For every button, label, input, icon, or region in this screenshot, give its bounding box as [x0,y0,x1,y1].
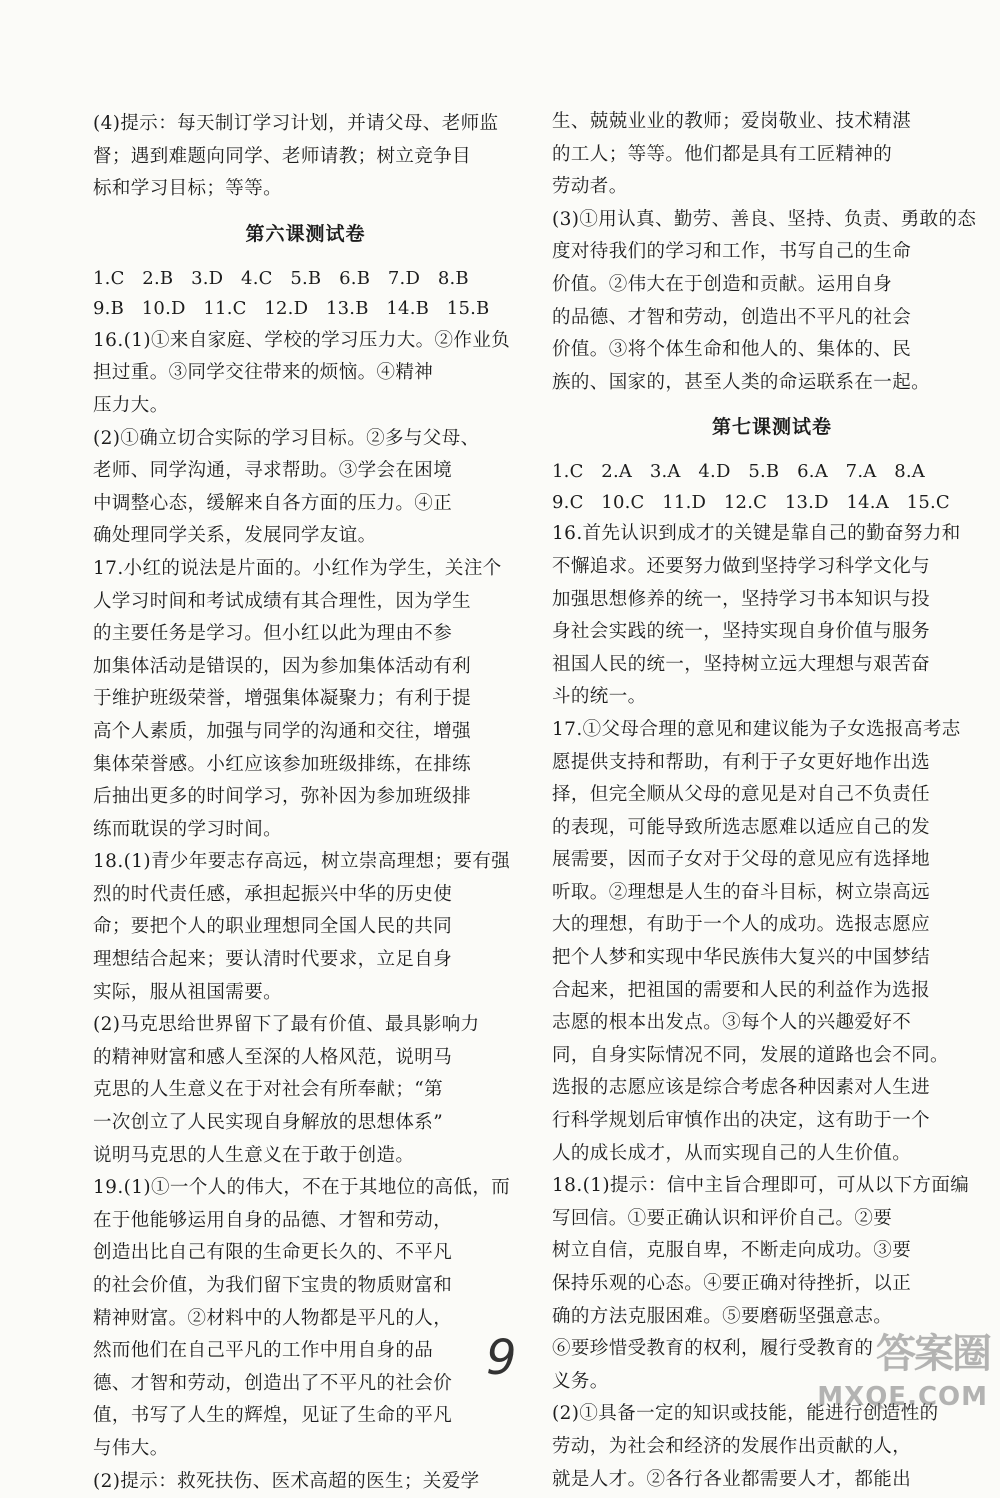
lesson6-choice-answers-row2: 9.B 10.D 11.C 12.D 13.B 14.B 15.B [93,298,490,320]
lesson6-q16-part2: (2)①确立切合实际的学习目标。②多与父母、 老师、同学沟通，寻求帮助。③学会在困境 中调整心态，缓解来自各方面的压力。④正 确处理同学关系，发展同学友谊。 [93,427,480,547]
lesson6-q19-part2-continued: 生、兢兢业业的教师；爱岗敬业、技术精湛 的工人；等等。他们都是具有工匠精神的 劳动者。 [552,111,912,198]
lesson7-title: 第七课测试卷 [711,416,832,439]
page-number: 9 [486,1330,517,1386]
lesson6-q17: 17.小红的说法是片面的。小红作为学生，关注个 人学习时间和考试成绩有其合理性，因为学生 的主要任务是学习。但小红以此为理由不参 加集体活动是错误的，因为参加集体活动有利 于维护班级荣誉，增强集体凝聚力；有利于提 高个人素质，加强与同学的沟通和交往，增强 集体荣誉感。小红应该参加班级排练，在排练 后抽出更多的时间学习，弥补因为参加班级排 练而耽误的学习时间。 [93,557,502,840]
lesson6-q19-part2: (2)提示：救死扶伤、医术高超的医生；关爱学 [93,1470,480,1492]
lesson6-q18-part1: 18.(1)青少年要志存高远，树立崇高理想；要有强 烈的时代责任感，承担起振兴中华的历史使 命；要把个人的职业理想同全国人民的共同 理想结合起来；要认清时代要求，立足自身 实际，服从祖国需要。 [93,851,511,1003]
lesson7-choice-answers-row2: 9.C 10.C 11.D 12.C 13.D 14.A 15.C [552,491,950,513]
lesson7-q18-part1: 18.(1)提示：信中主旨合理即可，可从以下方面编 写回信。①要正确认识和评价自己。②要 树立自信，克服自卑，不断走向成功。③要 保持乐观的心态。④要正确对待挫折，以正 确的方法克服困难。⑤要磨砺坚强意志。 ⑥要珍惜受教育的权利，履行受教育的 义务。 [552,1175,970,1392]
left-column [93,108,518,1498]
right-column [552,106,992,1496]
lesson6-q19-part3: (3)①用认真、勤劳、善良、坚持、负责、勇敢的态 度对待我们的学习和工作，书写自己的生命 价值。②伟大在于创造和贡献。运用自身 的品德、才智和劳动，创造出不平凡的社会 价值。③将个体生命和他人的、集体的、民 族的、国家的，甚至人类的命运联系在一起。 [552,208,977,393]
watermark-url: MXQE.COM [817,1382,988,1412]
lesson6-q18-part2: (2)马克思给世界留下了最有价值、最具影响力 的精神财富和感人至深的人格风范，说明马 克思的人生意义在于对社会有所奉献；“第 一次创立了人民实现自身解放的思想体系” 说明马克思的人生意义在于敢于创造。 [93,1014,480,1166]
lesson7-q16: 16.首先认识到成才的关键是靠自己的勤奋努力和 不懈追求。还要努力做到坚持学习科学文化与 加强思想修养的统一，坚持学习书本知识与投 身社会实践的统一，坚持实现自身价值与服务 祖国人民的统一，坚持树立远大理想与艰苦奋 斗的统一。 [552,523,961,708]
lesson6-choice-answers-row1: 1.C 2.B 3.D 4.C 5.B 6.B 7.D 8.B [93,267,469,289]
q15-part4-hint: (4)提示：每天制订学习计划，并请父母、老师监 督；遇到难题向同学、老师请教；树立竞争目 标和学习目标；等等。 [93,113,499,200]
watermark-logo: 答案圈 [876,1331,990,1377]
lesson7-q17: 17.①父母合理的意见和建议能为子女选报高考志 愿提供支持和帮助，有利于子女更好地作出选 择，但完全顺从父母的意见是对自己不负责任 的表现，可能导致所选志愿难以适应自己的发 展需要，因而子女对于父母的意见应有选择地 听取。②理想是人生的奋斗目标，树立崇高远 大的理想，有助于一个人的成功。选报志愿应 把个人梦和实现中华民族伟大复兴的中国梦结 合起来，把祖国的需要和人民的利益作为选报 志愿的根本出发点。③每个人的兴趣爱好不 同，自身实际情况不同，发展的道路也会不同。 选报的志愿应该是综合考虑各种因素对人生进 行科学规划后审慎作出的决定，这有助于一个 人的成长成才，从而实现自己的人生价值。 [552,718,961,1164]
lesson7-choice-answers-row1: 1.C 2.A 3.A 4.D 5.B 6.A 7.A 8.A [552,461,925,483]
lesson6-title: 第六课测试卷 [245,222,366,245]
lesson6-q16-part1: 16.(1)①来自家庭、学校的学习压力大。②作业负 担过重。③同学交往带来的烦恼。④精神 压力大。 [93,329,511,416]
lesson7-q18-part2: (2)①具备一定的知识或技能，能进行创造性的 劳动，为社会和经济的发展作出贡献的人， 就是人才。②各行各业都需要人才，都能出 [552,1403,939,1490]
lesson6-q19-part1: 19.(1)①一个人的伟大，不在于其地位的高低，而 在于他能够运用自身的品德、才智和劳动， 创造出比自己有限的生命更长久的、不平凡 的社会价值，为我们留下宝贵的物质财富和 精神财富。②材料中的人物都是平凡的人， 然而他们在自己平凡的工作中用自身的品 德、才智和劳动，创造出了不平凡的社会价 值，书写了人生的辉煌，见证了生命的平凡 与伟大。 [93,1177,511,1459]
